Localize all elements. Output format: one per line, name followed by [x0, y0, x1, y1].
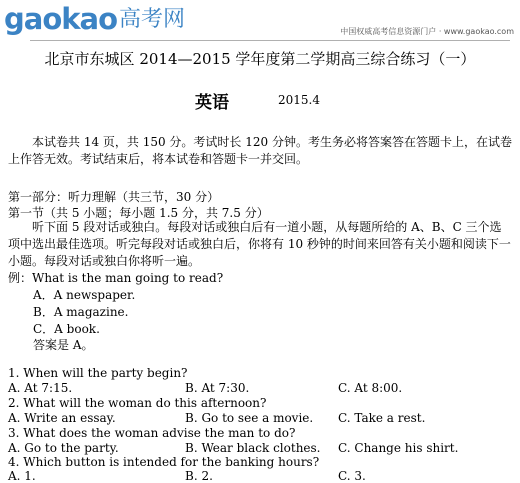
header-divider [30, 40, 510, 41]
logo-latin-text: gaokao [4, 2, 118, 36]
example-answer: 答案是 A。 [33, 338, 94, 352]
question-text: 4. Which button is intended for the banking hours? [8, 455, 320, 469]
exam-instructions: 本试卷共 14 页，共 150 分。考试时长 120 分钟。考生务必将答案答在答题卡上，在试卷上作答无效。考试结束后，将本试卷和答题卡一并交回。 [8, 135, 512, 166]
option-a: A. Write an essay. [8, 411, 116, 425]
exam-subject: 英语 [195, 93, 229, 113]
section-heading: 第一节（共 5 小题；每小题 1.5 分，共 7.5 分） [8, 206, 269, 220]
part-heading: 第一部分：听力理解（共三节，30 分） [8, 190, 220, 204]
option-b: B. Go to see a movie. [185, 411, 314, 425]
logo-cjk-text: 高考网 [119, 7, 186, 32]
example-option-b: B．A magazine. [33, 305, 129, 319]
exam-title: 北京市东城区 2014—2015 学年度第二学期高三综合练习（一） [44, 50, 476, 68]
option-a: A. Go to the party. [8, 441, 119, 455]
question-text: 1. When will the party begin? [8, 366, 188, 380]
option-b: B. 2. [185, 469, 213, 483]
site-tagline: 中国权威高考信息资源门户 · www.gaokao.com [340, 27, 514, 36]
exam-date: 2015.4 [278, 93, 320, 107]
example-option-a: A．A newspaper. [33, 288, 136, 302]
option-c: C. Take a rest. [338, 411, 426, 425]
option-b: B. Wear black clothes. [185, 441, 321, 455]
option-a: A. 1. [8, 469, 36, 483]
example-option-c: C．A book. [33, 322, 100, 336]
option-c: C. At 8:00. [338, 381, 403, 395]
example-question: 例：What is the man going to read? [8, 271, 224, 285]
gaokao-logo[interactable] [4, 2, 185, 36]
option-a: A. At 7:15. [8, 381, 73, 395]
option-c: C. Change his shirt. [338, 441, 459, 455]
question-text: 2. What will the woman do this afternoon? [8, 396, 267, 410]
question-text: 3. What does the woman advise the man to do? [8, 426, 296, 440]
option-c: C. 3. [338, 469, 366, 483]
site-header [0, 0, 520, 44]
listening-instructions: 听下面 5 段对话或独白。每段对话或独白后有一道小题，从每题所给的 A、B、C 三个选项中选出最佳选项。听完每段对话或独白后，你将有 10 秒钟的时间来回答有关小题和阅读下一小题。每段对话或独白你将听一遍。 [8, 220, 511, 268]
option-b: B. At 7:30. [185, 381, 250, 395]
